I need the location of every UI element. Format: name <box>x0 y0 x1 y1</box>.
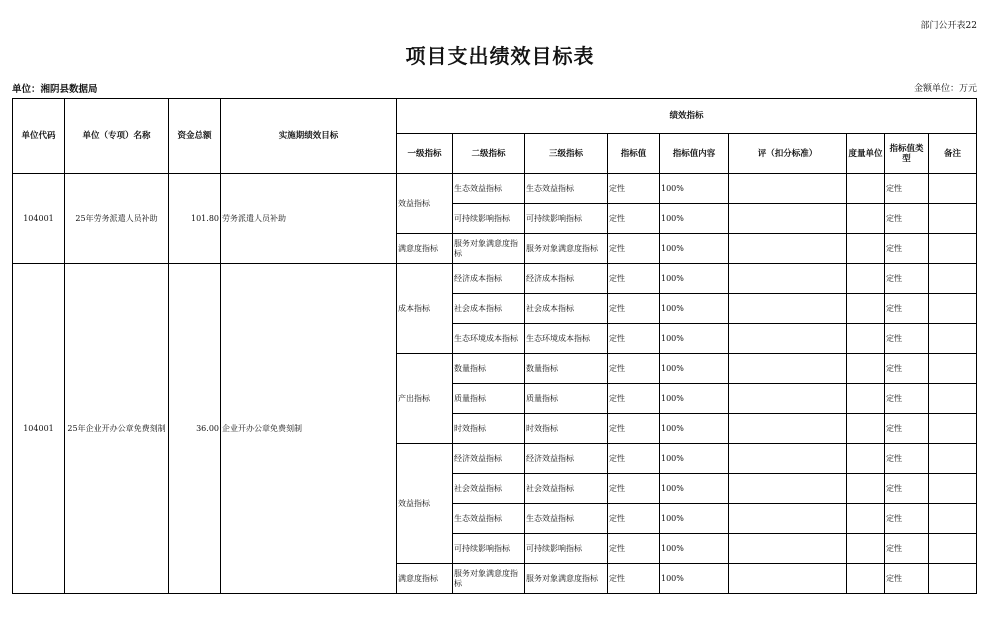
value-type-cell: 定性 <box>885 354 929 384</box>
measure-unit-cell <box>847 234 885 264</box>
level2-cell: 社会效益指标 <box>453 474 525 504</box>
remark-cell <box>929 174 977 204</box>
remark-cell <box>929 504 977 534</box>
remark-cell <box>929 354 977 384</box>
measure-unit-cell <box>847 504 885 534</box>
col-goal: 实施期绩效目标 <box>221 99 397 174</box>
value-type-cell: 定性 <box>885 384 929 414</box>
scoring-cell <box>729 324 847 354</box>
unit-label: 单位：湘阴县数据局 <box>12 84 98 95</box>
col-remark: 备注 <box>929 134 977 174</box>
fund-amount-cell: 36.00 <box>169 264 221 594</box>
remark-cell <box>929 204 977 234</box>
scoring-cell <box>729 204 847 234</box>
scoring-cell <box>729 564 847 594</box>
fund-amount-cell: 101.80 <box>169 174 221 264</box>
unit-code-cell: 104001 <box>13 264 65 594</box>
level3-cell: 服务对象满意度指标 <box>525 564 608 594</box>
level2-cell: 可持续影响指标 <box>453 204 525 234</box>
col-scoring: 评（扣分标准） <box>729 134 847 174</box>
level1-cell: 成本指标 <box>397 264 453 354</box>
level3-cell: 服务对象满意度指标 <box>525 234 608 264</box>
value-type-cell: 定性 <box>885 324 929 354</box>
performance-target-table <box>12 98 977 594</box>
col-unit-name: 单位（专项）名称 <box>65 99 169 174</box>
measure-unit-cell <box>847 474 885 504</box>
value-type-cell: 定性 <box>885 264 929 294</box>
scoring-cell <box>729 444 847 474</box>
scoring-cell <box>729 384 847 414</box>
value-cell: 定性 <box>608 474 660 504</box>
level3-cell: 经济效益指标 <box>525 444 608 474</box>
col-level3: 三级指标 <box>525 134 608 174</box>
remark-cell <box>929 384 977 414</box>
measure-unit-cell <box>847 294 885 324</box>
page-title: 项目支出绩效目标表 <box>405 44 595 68</box>
col-level1: 一级指标 <box>397 134 453 174</box>
remark-cell <box>929 264 977 294</box>
scoring-cell <box>729 174 847 204</box>
measure-unit-cell <box>847 204 885 234</box>
level3-cell: 生态效益指标 <box>525 174 608 204</box>
col-value-content: 指标值内容 <box>660 134 729 174</box>
level3-cell: 数量指标 <box>525 354 608 384</box>
measure-unit-cell <box>847 384 885 414</box>
scoring-cell <box>729 354 847 384</box>
value-content-cell: 100% <box>660 534 729 564</box>
remark-cell <box>929 564 977 594</box>
col-fund-total: 资金总额 <box>169 99 221 174</box>
value-content-cell: 100% <box>660 474 729 504</box>
level1-cell: 满意度指标 <box>397 234 453 264</box>
remark-cell <box>929 534 977 564</box>
scoring-cell <box>729 504 847 534</box>
value-type-cell: 定性 <box>885 414 929 444</box>
value-type-cell: 定性 <box>885 474 929 504</box>
value-cell: 定性 <box>608 384 660 414</box>
value-cell: 定性 <box>608 354 660 384</box>
col-value-type: 指标值类型 <box>885 134 929 174</box>
value-cell: 定性 <box>608 564 660 594</box>
level3-cell: 可持续影响指标 <box>525 204 608 234</box>
value-type-cell: 定性 <box>885 504 929 534</box>
value-type-cell: 定性 <box>885 234 929 264</box>
scoring-cell <box>729 264 847 294</box>
level2-cell: 社会成本指标 <box>453 294 525 324</box>
col-level2: 二级指标 <box>453 134 525 174</box>
measure-unit-cell <box>847 324 885 354</box>
level1-cell: 效益指标 <box>397 444 453 564</box>
level3-cell: 生态效益指标 <box>525 504 608 534</box>
remark-cell <box>929 294 977 324</box>
remark-cell <box>929 234 977 264</box>
value-content-cell: 100% <box>660 444 729 474</box>
form-number: 部门公开表22 <box>920 21 977 31</box>
unit-code-cell: 104001 <box>13 174 65 264</box>
value-content-cell: 100% <box>660 384 729 414</box>
level3-cell: 质量指标 <box>525 384 608 414</box>
value-cell: 定性 <box>608 504 660 534</box>
table-row <box>13 264 977 294</box>
col-performance: 绩效指标 <box>397 99 977 134</box>
remark-cell <box>929 474 977 504</box>
value-cell: 定性 <box>608 204 660 234</box>
value-type-cell: 定性 <box>885 174 929 204</box>
value-content-cell: 100% <box>660 414 729 444</box>
level3-cell: 时效指标 <box>525 414 608 444</box>
col-value: 指标值 <box>608 134 660 174</box>
level3-cell: 社会效益指标 <box>525 474 608 504</box>
level1-cell: 满意度指标 <box>397 564 453 594</box>
value-content-cell: 100% <box>660 204 729 234</box>
value-content-cell: 100% <box>660 324 729 354</box>
measure-unit-cell <box>847 534 885 564</box>
measure-unit-cell <box>847 444 885 474</box>
level2-cell: 生态环境成本指标 <box>453 324 525 354</box>
remark-cell <box>929 324 977 354</box>
value-content-cell: 100% <box>660 354 729 384</box>
level2-cell: 生态效益指标 <box>453 174 525 204</box>
table-body <box>13 174 977 594</box>
project-name-cell: 25年劳务派遣人员补助 <box>65 174 169 264</box>
value-content-cell: 100% <box>660 234 729 264</box>
value-type-cell: 定性 <box>885 204 929 234</box>
level2-cell: 经济成本指标 <box>453 264 525 294</box>
level1-cell: 效益指标 <box>397 174 453 234</box>
value-cell: 定性 <box>608 264 660 294</box>
level2-cell: 质量指标 <box>453 384 525 414</box>
scoring-cell <box>729 234 847 264</box>
level2-cell: 可持续影响指标 <box>453 534 525 564</box>
col-measure-unit: 度量单位 <box>847 134 885 174</box>
value-cell: 定性 <box>608 444 660 474</box>
remark-cell <box>929 414 977 444</box>
value-cell: 定性 <box>608 174 660 204</box>
level2-cell: 服务对象满意度指标 <box>453 234 525 264</box>
level2-cell: 时效指标 <box>453 414 525 444</box>
table-row <box>13 174 977 204</box>
value-content-cell: 100% <box>660 264 729 294</box>
measure-unit-cell <box>847 264 885 294</box>
scoring-cell <box>729 414 847 444</box>
level3-cell: 生态环境成本指标 <box>525 324 608 354</box>
level2-cell: 经济效益指标 <box>453 444 525 474</box>
money-unit-label: 金额单位：万元 <box>913 84 977 94</box>
measure-unit-cell <box>847 174 885 204</box>
value-cell: 定性 <box>608 534 660 564</box>
scoring-cell <box>729 534 847 564</box>
level2-cell: 服务对象满意度指标 <box>453 564 525 594</box>
level1-cell: 产出指标 <box>397 354 453 444</box>
col-unit-code: 单位代码 <box>13 99 65 174</box>
measure-unit-cell <box>847 354 885 384</box>
value-content-cell: 100% <box>660 174 729 204</box>
project-name-cell: 25年企业开办公章免费刻制 <box>65 264 169 594</box>
level2-cell: 数量指标 <box>453 354 525 384</box>
value-content-cell: 100% <box>660 564 729 594</box>
level3-cell: 可持续影响指标 <box>525 534 608 564</box>
scoring-cell <box>729 294 847 324</box>
value-type-cell: 定性 <box>885 294 929 324</box>
measure-unit-cell <box>847 564 885 594</box>
value-cell: 定性 <box>608 294 660 324</box>
value-type-cell: 定性 <box>885 534 929 564</box>
remark-cell <box>929 444 977 474</box>
level3-cell: 社会成本指标 <box>525 294 608 324</box>
level3-cell: 经济成本指标 <box>525 264 608 294</box>
value-content-cell: 100% <box>660 294 729 324</box>
value-type-cell: 定性 <box>885 444 929 474</box>
goal-cell: 劳务派遣人员补助 <box>221 174 397 264</box>
value-cell: 定性 <box>608 324 660 354</box>
measure-unit-cell <box>847 414 885 444</box>
value-content-cell: 100% <box>660 504 729 534</box>
value-type-cell: 定性 <box>885 564 929 594</box>
value-cell: 定性 <box>608 414 660 444</box>
value-cell: 定性 <box>608 234 660 264</box>
level2-cell: 生态效益指标 <box>453 504 525 534</box>
scoring-cell <box>729 474 847 504</box>
goal-cell: 企业开办公章免费刻制 <box>221 264 397 594</box>
